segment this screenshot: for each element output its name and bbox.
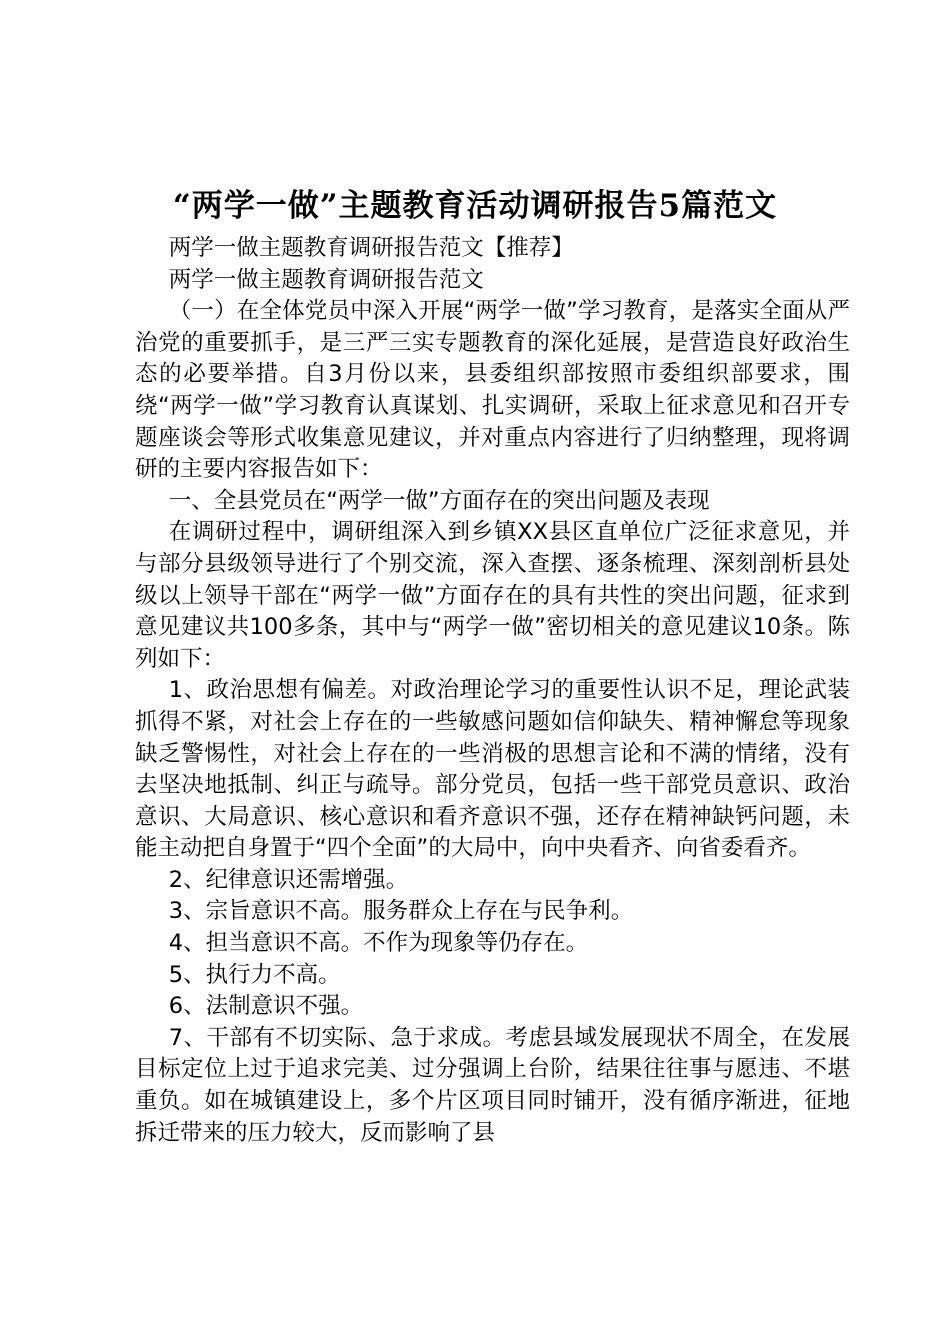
document-body bbox=[135, 233, 850, 1149]
document-title: “两学一做”主题教育活动调研报告5篇范文 bbox=[172, 188, 778, 224]
list-item-2: 2、纪律意识还需增强。 bbox=[168, 866, 409, 893]
paragraph-survey: 在调研过程中，调研组深入到乡镇XX县区直单位广泛征求意见，并与部分县级领导进行了个别交流，深入查摆、逐条梳理、深刻剖析县处级以上领导干部在“两学一做”方面存在的具有共性的突出问题，征求到意见建议共100多条，其中与“两学一做”密切相关的意见建议10条。陈列如下： bbox=[135, 519, 850, 672]
list-item-5: 5、执行力不高。 bbox=[168, 961, 341, 988]
list-item-1: 1、政治思想有偏差。对政治理论学习的重要性认识不足，理论武装抓得不紧，对社会上存在的一些敏感问题如信仰缺失、精神懈怠等现象缺乏警惕性，对社会上存在的一些消极的思想言论和不满的情绪，没有去坚决地抵制、纠正与疏导。部分党员，包括一些干部党员意识、政治意识、大局意识、核心意识和看齐意识不强，还存在精神缺钙问题，未能主动把自身置于“四个全面”的大局中，向中央看齐、向省委看齐。 bbox=[135, 677, 850, 862]
subtitle-recommended: 两学一做主题教育调研报告范文【推荐】 bbox=[168, 235, 574, 261]
list-item-7: 7、干部有不切实际、急于求成。考虑县域发展现状不周全，在发展目标定位上过于追求完美、过分强调上台阶，结果往往事与愿违、不堪重负。如在城镇建设上，多个片区项目同时铺开，没有循序渐进，征地拆迁带来的压力较大，反而影响了县 bbox=[135, 1024, 850, 1146]
list-item-6: 6、法制意识不强。 bbox=[168, 993, 364, 1020]
list-item-4: 4、担当意识不高。不作为现象等仍存在。 bbox=[168, 930, 589, 957]
paragraph-intro: （一）在全体党员中深入开展“两学一做”学习教育，是落实全面从严治党的重要抓手，是三严三实专题教育的深化延展，是营造良好政治生态的必要举措。自3月份以来，县委组织部按照市委组织部要求，围绕“两学一做”学习教育认真谋划、扎实调研，采取上征求意见和召开专题座谈会等形式收集意见建议，并对重点内容进行了归纳整理，现将调研的主要内容报告如下： bbox=[135, 298, 850, 483]
section-heading-1: 一、全县党员在“两学一做”方面存在的突出问题及表现 bbox=[168, 487, 710, 514]
list-item-3: 3、宗旨意识不高。服务群众上存在与民争利。 bbox=[168, 898, 634, 925]
subtitle-sample: 两学一做主题教育调研报告范文 bbox=[168, 266, 484, 293]
